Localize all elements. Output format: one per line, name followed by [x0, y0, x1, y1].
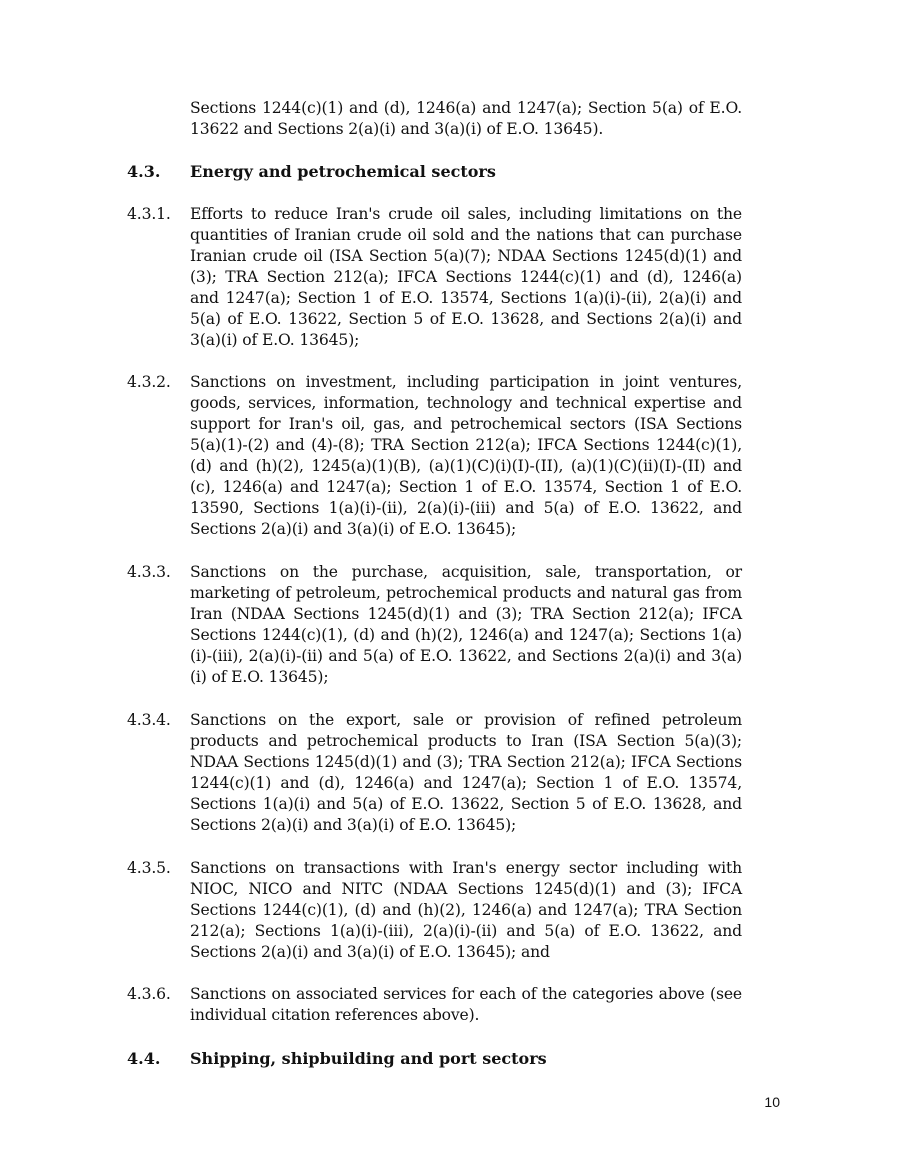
item-4-3-6-text: Sanctions on associated services for each of the categories above (see individual citation references above). [190, 985, 742, 1024]
continuation-paragraph: Sections 1244(c)(1) and (d), 1246(a) and 1247(a); Section 5(a) of E.O. 13622 and Sections 2(a)(i) and 3(a)(i) of E.O. 13645). [190, 99, 742, 138]
item-4-3-3-text: Sanctions on the purchase, acquisition, sale, transportation, or marketing of petroleum, petrochemical products and natural gas from Iran (NDAA Sections 1245(d)(1) and (3); TRA Section 212(a); IFCA Sections 1244(c)(1), (d) and (h)(2), 1246(a) and 1247(a); Sections 1(a)(i)-(iii), 2(a)(i)-(ii) and 5(a) of E.O. 13622, and Sections 2(a)(i) and 3(a)(i) of E.O. 13645); [190, 563, 742, 686]
item-4-3-3-number: 4.3.3. [127, 563, 171, 581]
item-4-3-6-number: 4.3.6. [127, 985, 171, 1003]
item-4-3-1-text: Efforts to reduce Iran's crude oil sales, including limitations on the quantities of Iranian crude oil sold and the nations that can purchase Iranian crude oil (ISA Section 5(a)(7); NDAA Sections 1245(d)(1) and (3); TRA Section 212(a); IFCA Sections 1244(c)(1) and (d), 1246(a) and 1247(a); Section 1 of E.O. 13574, Sections 1(a)(i)-(ii), 2(a)(i) and 5(a) of E.O. 13622, Section 5 of E.O. 13628, and Sections 2(a)(i) and 3(a)(i) of E.O. 13645); [190, 205, 742, 349]
item-4-3-4-text: Sanctions on the export, sale or provision of refined petroleum products and petrochemical products to Iran (ISA Section 5(a)(3); NDAA Sections 1245(d)(1) and (3); TRA Section 212(a); IFCA Sections 1244(c)(1) and (d), 1246(a) and 1247(a); Section 1 of E.O. 13574, Sections 1(a)(i) and 5(a) of E.O. 13622, Section 5 of E.O. 13628, and Sections 2(a)(i) and 3(a)(i) of E.O. 13645); [190, 711, 742, 834]
page-number: 10 [764, 1094, 780, 1110]
item-4-3-4-number: 4.3.4. [127, 711, 171, 729]
item-4-3-5-number: 4.3.5. [127, 859, 171, 877]
item-4-3-5-text: Sanctions on transactions with Iran's energy sector including with NIOC, NICO and NITC (NDAA Sections 1245(d)(1) and (3); IFCA Sections 1244(c)(1), (d) and (h)(2), 1246(a) and 1247(a); TRA Section 212(a); Sections 1(a)(i)-(iii), 2(a)(i)-(ii) and 5(a) of E.O. 13622, and Sections 2(a)(i) and 3(a)(i) of E.O. 13645); and [190, 859, 742, 961]
section-4-4-title: Shipping, shipbuilding and port sectors [190, 1049, 547, 1068]
item-4-3-2-text: Sanctions on investment, including participation in joint ventures, goods, services, information, technology and technical expertise and support for Iran's oil, gas, and petrochemical sectors (ISA Sections 5(a)(1)-(2) and (4)-(8); TRA Section 212(a); IFCA Sections 1244(c)(1), (d) and (h)(2), 1245(a)(1)(B), (a)(1)(C)(i)(I)-(II), (a)(1)(C)(ii)(I)-(II) and (c), 1246(a) and 1247(a); Section 1 of E.O. 13574, Section 1 of E.O. 13590, Sections 1(a)(i)-(ii), 2(a)(i)-(iii) and 5(a) of E.O. 13622, and Sections 2(a)(i) and 3(a)(i) of E.O. 13645); [190, 373, 742, 538]
section-4-3-number: 4.3. [127, 162, 161, 181]
item-4-3-2-number: 4.3.2. [127, 373, 171, 391]
section-4-4-number: 4.4. [127, 1049, 161, 1068]
item-4-3-1-number: 4.3.1. [127, 205, 171, 223]
section-4-3-title: Energy and petrochemical sectors [190, 162, 496, 181]
